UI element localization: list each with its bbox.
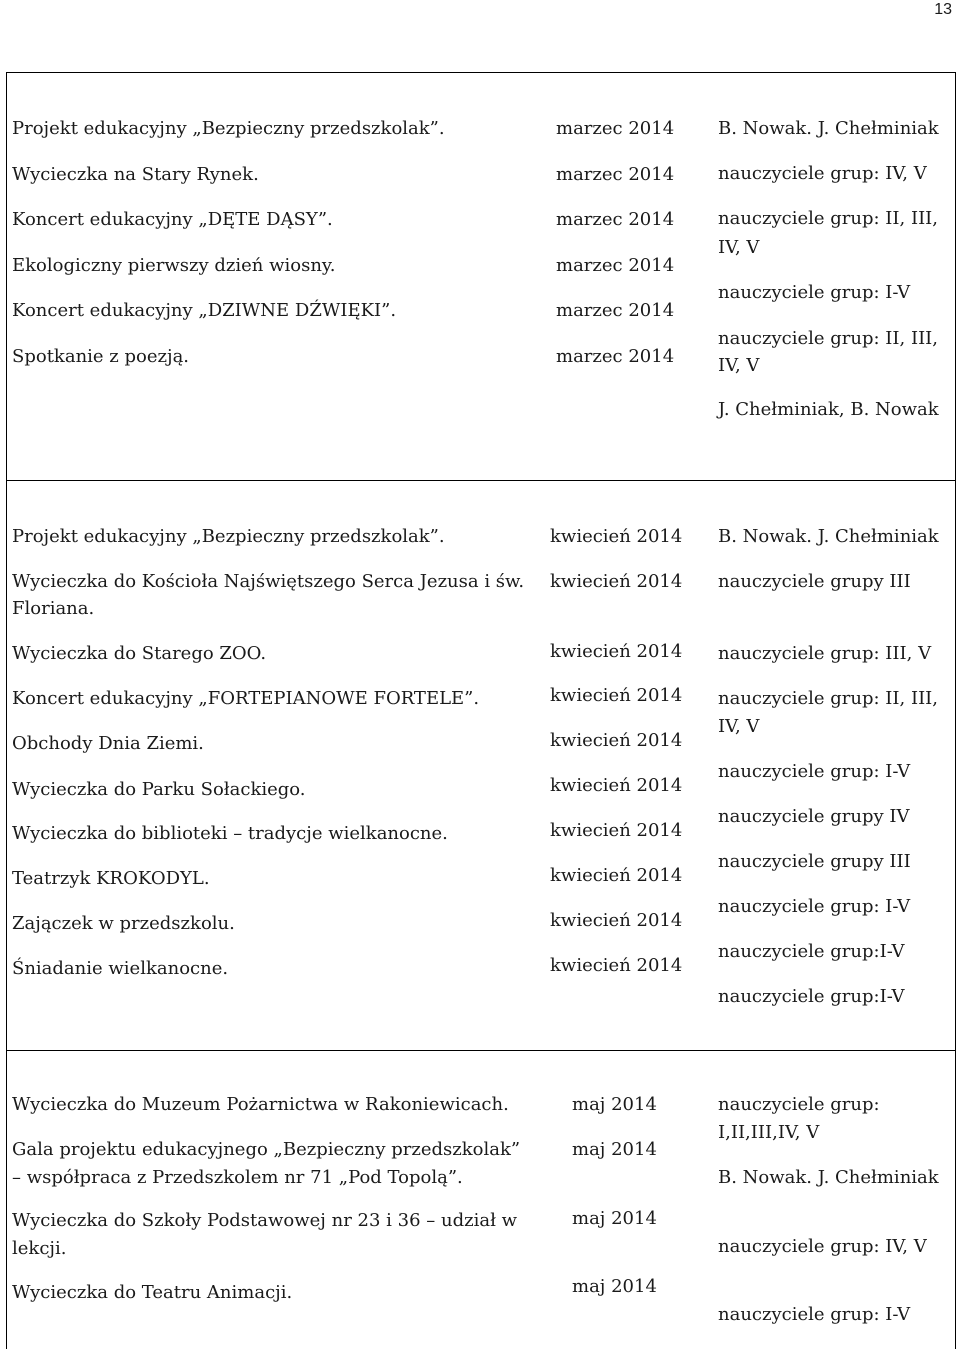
event-item: – współpraca z Przedszkolem nr 71 „Pod Topolą”. <box>12 1167 463 1188</box>
date-item: maj 2014 <box>572 1139 657 1160</box>
responsible-item: nauczyciele grup:I-V <box>718 986 905 1007</box>
date-item: kwiecień 2014 <box>550 641 683 662</box>
responsible-item: nauczyciele grupy III <box>718 571 911 592</box>
event-item: Śniadanie wielkanocne. <box>12 958 229 979</box>
date-item: marzec 2014 <box>556 118 675 139</box>
section-divider-1 <box>6 480 955 481</box>
date-item: marzec 2014 <box>556 300 675 321</box>
event-item: Koncert edukacyjny „DZIWNE DŹWIĘKI”. <box>12 300 397 321</box>
table-border-left <box>6 72 7 1349</box>
responsible-item: nauczyciele grup: I-V <box>718 282 911 303</box>
responsible-item: nauczyciele grup: I-V <box>718 1304 911 1325</box>
table-border-right <box>955 72 956 1349</box>
event-item: Wycieczka do Teatru Animacji. <box>12 1282 293 1303</box>
responsible-item: IV, V <box>718 355 760 376</box>
date-item: kwiecień 2014 <box>550 910 683 931</box>
event-item: Projekt edukacyjny „Bezpieczny przedszkolak”. <box>12 118 445 139</box>
date-column <box>556 118 674 391</box>
responsible-item: B. Nowak. J. Chełminiak <box>718 118 939 139</box>
responsible-item: J. Chełminiak, B. Nowak <box>718 399 939 420</box>
date-item: kwiecień 2014 <box>550 820 683 841</box>
responsible-item: nauczyciele grupy III <box>718 851 911 872</box>
responsible-item: nauczyciele grup: IV, V <box>718 1236 927 1257</box>
responsible-item: nauczyciele grup: II, III, <box>718 688 939 709</box>
event-item: Projekt edukacyjny „Bezpieczny przedszkolak”. <box>12 526 445 547</box>
date-item: kwiecień 2014 <box>550 775 683 796</box>
event-item: lekcji. <box>12 1238 67 1259</box>
date-item: marzec 2014 <box>556 254 675 276</box>
event-item: Wycieczka do Kościoła Najświętszego Serca Jezusa i św. <box>12 571 525 592</box>
section-divider-2 <box>6 1050 955 1051</box>
event-item: Koncert edukacyjny „FORTEPIANOWE FORTELE”. <box>12 688 480 709</box>
responsible-item: B. Nowak. J. Chełminiak <box>718 1167 939 1188</box>
responsible-item: I,II,III,IV, V <box>718 1122 820 1143</box>
event-column <box>12 118 445 391</box>
responsible-item: nauczyciele grup: II, III, <box>718 328 939 349</box>
event-item: Spotkanie z poezją. <box>12 345 190 367</box>
responsible-item: nauczyciele grup: III, V <box>718 643 932 664</box>
event-item: Wycieczka do biblioteki – tradycje wielkanocne. <box>12 823 448 844</box>
event-item: Gala projektu edukacyjnego „Bezpieczny przedszkolak” <box>12 1139 521 1160</box>
event-item: Floriana. <box>12 598 95 619</box>
responsible-item: B. Nowak. J. Chełminiak <box>718 526 939 547</box>
date-item: kwiecień 2014 <box>550 865 683 886</box>
event-item: Wycieczka do Starego ZOO. <box>12 643 267 664</box>
event-item: Zajączek w przedszkolu. <box>12 913 235 934</box>
event-item: Koncert edukacyjny „DĘTE DĄSY”. <box>12 209 333 230</box>
date-item: kwiecień 2014 <box>550 955 683 976</box>
event-item: Obchody Dnia Ziemi. <box>12 733 204 754</box>
page-number: 13 <box>934 1 952 18</box>
date-item: kwiecień 2014 <box>550 730 683 751</box>
date-item: marzec 2014 <box>556 163 675 185</box>
responsible-item: nauczyciele grup: <box>718 1094 880 1115</box>
responsible-item: nauczyciele grup: I-V <box>718 896 911 917</box>
date-item: marzec 2014 <box>556 209 675 230</box>
responsible-item: IV, V <box>718 237 760 258</box>
date-item: maj 2014 <box>572 1094 657 1115</box>
date-item: kwiecień 2014 <box>550 685 683 706</box>
event-item: Teatrzyk KROKODYL. <box>12 868 210 889</box>
date-item: marzec 2014 <box>556 345 675 367</box>
event-item: Wycieczka do Muzeum Pożarnictwa w Rakoniewicach. <box>12 1094 509 1115</box>
responsible-item: nauczyciele grupy IV <box>718 806 910 827</box>
responsible-item: nauczyciele grup:I-V <box>718 941 905 962</box>
event-item: Wycieczka na Stary Rynek. <box>12 163 259 185</box>
date-item: maj 2014 <box>572 1208 657 1229</box>
date-item: maj 2014 <box>572 1276 657 1297</box>
event-item: Wycieczka do Parku Sołackiego. <box>12 779 306 800</box>
event-item: Wycieczka do Szkoły Podstawowej nr 23 i 36 – udział w <box>12 1210 518 1231</box>
responsible-item: nauczyciele grup: IV, V <box>718 163 927 184</box>
responsible-item: nauczyciele grup: I-V <box>718 761 911 782</box>
table-border-top <box>6 72 955 73</box>
responsible-item: IV, V <box>718 716 760 737</box>
event-item: Ekologiczny pierwszy dzień wiosny. <box>12 254 336 276</box>
date-item: kwiecień 2014 <box>550 526 683 547</box>
date-item: kwiecień 2014 <box>550 571 683 592</box>
responsible-item: nauczyciele grup: II, III, <box>718 208 939 229</box>
